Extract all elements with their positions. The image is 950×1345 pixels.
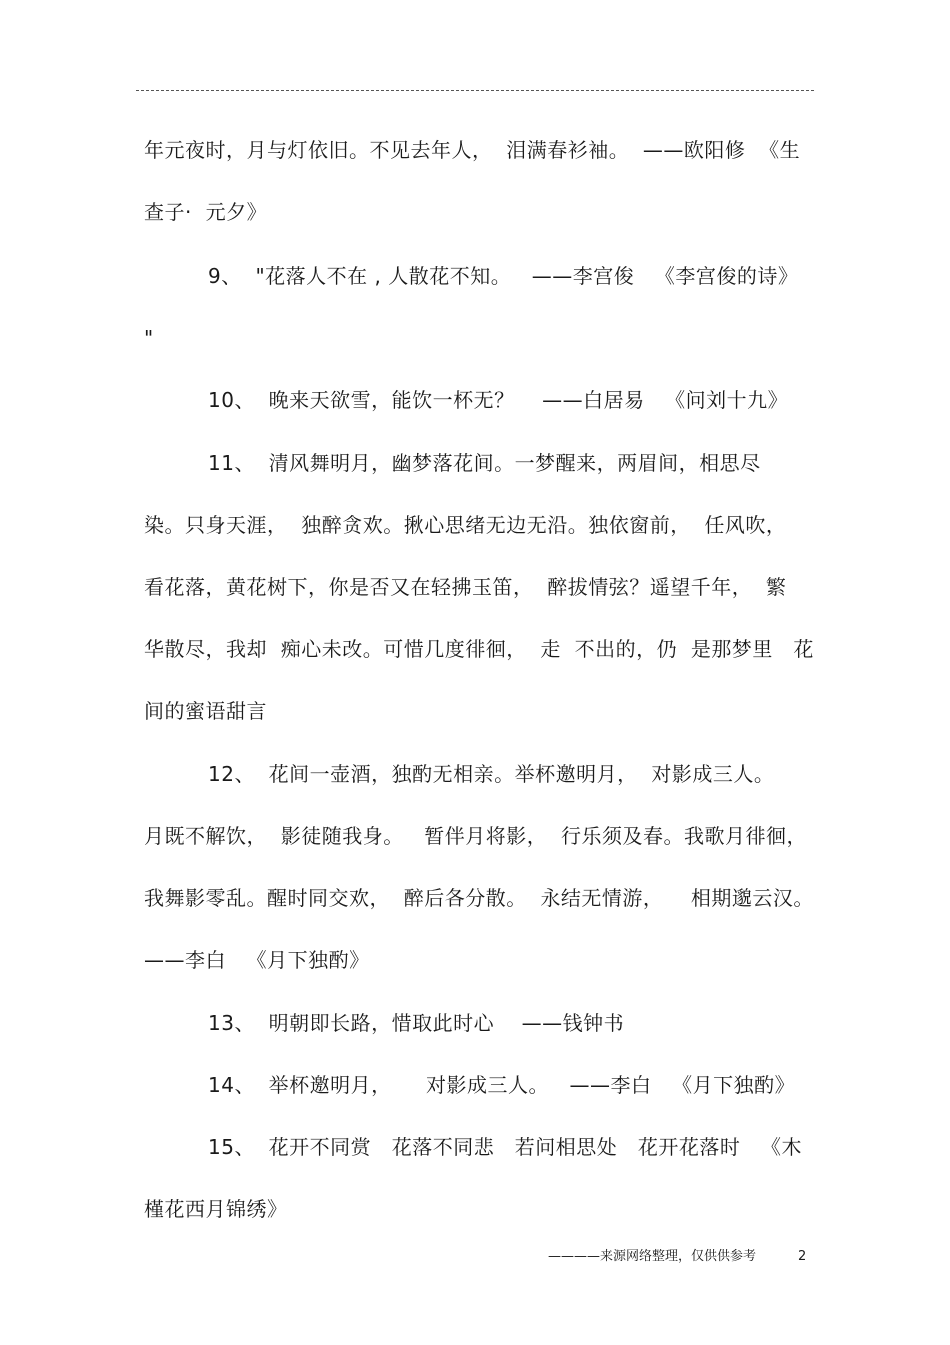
text-line: 间的蜜语甜言	[144, 699, 267, 723]
text-line: 华散尽，我却 痴心未改。可惜几度徘徊， 走 不出的，仍 是那梦里 花	[144, 637, 814, 661]
text-line: 14、 举杯邀明月， 对影成三人。 ——李白 《月下独酌》	[208, 1073, 796, 1097]
page-number: 2	[798, 1249, 807, 1264]
text-line: 12、 花间一壶酒，独酌无相亲。举杯邀明月， 对影成三人。	[208, 762, 775, 786]
text-line: 13、 明朝即长路，惜取此时心 ——钱钟书	[208, 1011, 625, 1035]
text-line: "	[144, 326, 154, 350]
text-line: 9、 "花落人不在 , 人散花不知。 ——李宫俊 《李宫俊的诗》	[208, 264, 799, 288]
text-line: 15、 花开不同赏 花落不同悲 若问相思处 花开花落时 《木	[208, 1135, 802, 1159]
text-line: 年元夜时，月与灯依旧。不见去年人， 泪满春衫袖。 ——欧阳修 《生	[144, 138, 801, 162]
text-line: 10、 晚来天欲雪，能饮一杯无？ ——白居易 《问刘十九》	[208, 388, 789, 412]
text-line: 我舞影零乱。醒时同交欢， 醉后各分散。 永结无情游， 相期邈云汉。	[144, 886, 814, 910]
text-line: 染。只身天涯， 独醉贪欢。揪心思绪无边无沿。独依窗前， 任风吹，	[144, 513, 787, 537]
text-line: 看花落，黄花树下，你是否又在轻拂玉笛， 醉拔情弦？遥望千年， 繁	[144, 575, 787, 599]
text-line: ——李白 《月下独酌》	[144, 948, 370, 972]
footer-source-note: ————来源网络整理，仅供供参考	[548, 1249, 757, 1264]
text-line: 11、 清风舞明月，幽梦落花间。一梦醒来，两眉间，相思尽	[208, 451, 761, 475]
text-line: 槿花西月锦绣》	[144, 1197, 288, 1221]
text-line: 查子· 元夕》	[144, 200, 268, 224]
text-line: 月既不解饮， 影徒随我身。 暂伴月将影， 行乐须及春。我歌月徘徊，	[144, 824, 808, 848]
